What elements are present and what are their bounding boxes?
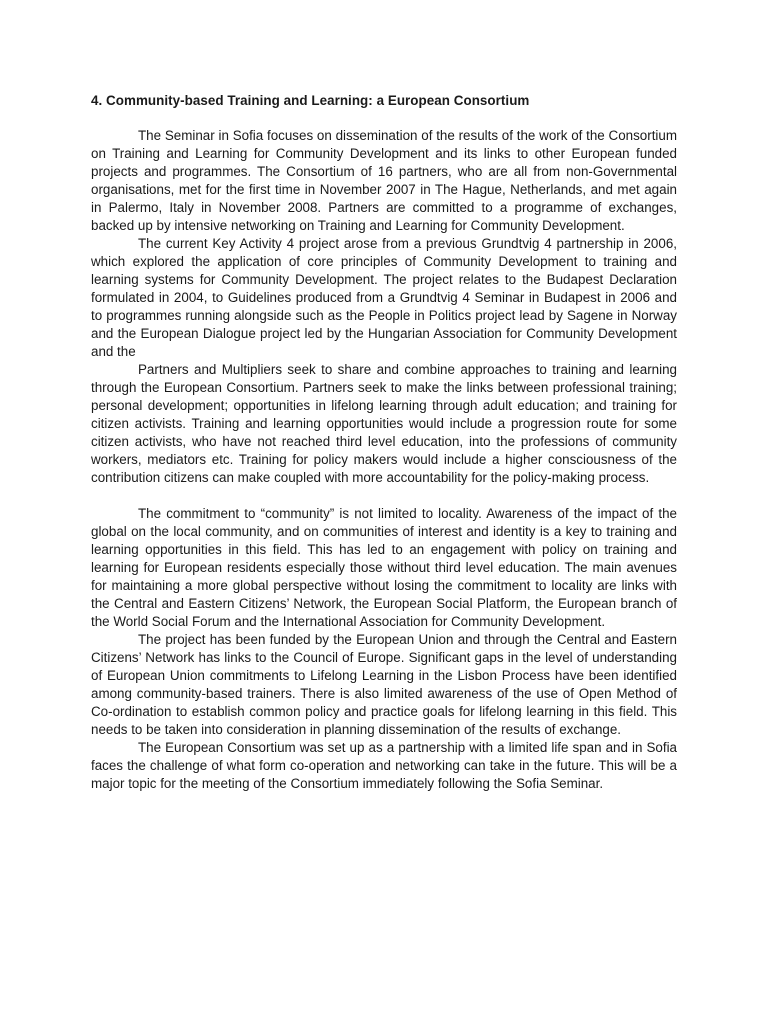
section-heading: 4. Community-based Training and Learning: a European Consortium [91,93,530,108]
paragraph-seminar-sofia: The Seminar in Sofia focuses on dissemination of the results of the work of the Consortium on Training and Learning for Community Development and its links to other European funded projects and programmes. The Consortium of 16 partners, who are all from non-Governmental organisations, met for the first time in November 2007 in The Hague, Netherlands, and met again in Palermo, Italy in November 2008. Partners are committed to a programme of exchanges, backed up by intensive networking on Training and Learning for Community Development. [91,128,677,233]
paragraph-key-activity: The current Key Activity 4 project arose from a previous Grundtvig 4 partnership in 2006, which explored the application of core principles of Community Development to training and learning systems for Community Development. The project relates to the Budapest Declaration formulated in 2004, to Guidelines produced from a Grundtvig 4 Seminar in Budapest in 2006 and to programmes running alongside such as the People in Politics project lead by Sagene in Norway and the European Dialogue project led by the Hungarian Association for Community Development and the [91,236,677,359]
paragraph-consortium-future: The European Consortium was set up as a partnership with a limited life span and in Sofia faces the challenge of what form co-operation and networking can take in the future. This will be a major topic for the meeting of the Consortium immediately following the Sofia Seminar. [91,740,677,791]
paragraph-community-commitment: The commitment to “community” is not limited to locality. Awareness of the impact of the global on the local community, and on communities of interest and identity is a key to training and learning opportunities in this field. This has led to an engagement with policy on training and learning for European residents especially those without third level education. The main avenues for maintaining a more global perspective without losing the commitment to locality are links with the Central and Eastern Citizens’ Network, the European Social Platform, the European branch of the World Social Forum and the International Association for Community Development. [91,506,677,629]
paragraph-partners-multipliers: Partners and Multipliers seek to share and combine approaches to training and learning through the European Consortium. Partners seek to make the links between professional training; personal development; opportunities in lifelong learning through adult education; and training for citizen activists. Training and learning opportunities would include a progression route for some citizen activists, who have not reached third level education, into the professions of community workers, mediators etc. Training for policy makers would include a higher consciousness of the contribution citizens can make coupled with more accountability for the policy-making process. [91,362,677,485]
document-page [91,92,677,793]
paragraph-project-funding: The project has been funded by the European Union and through the Central and Eastern Citizens’ Network has links to the Council of Europe. Significant gaps in the level of understanding of European Union commitments to Lifelong Learning in the Lisbon Process have been identified among community-based trainers. There is also limited awareness of the use of Open Method of Co-ordination to establish common policy and practice goals for lifelong learning in this field. This needs to be taken into consideration in planning dissemination of the results of exchange. [91,632,677,737]
